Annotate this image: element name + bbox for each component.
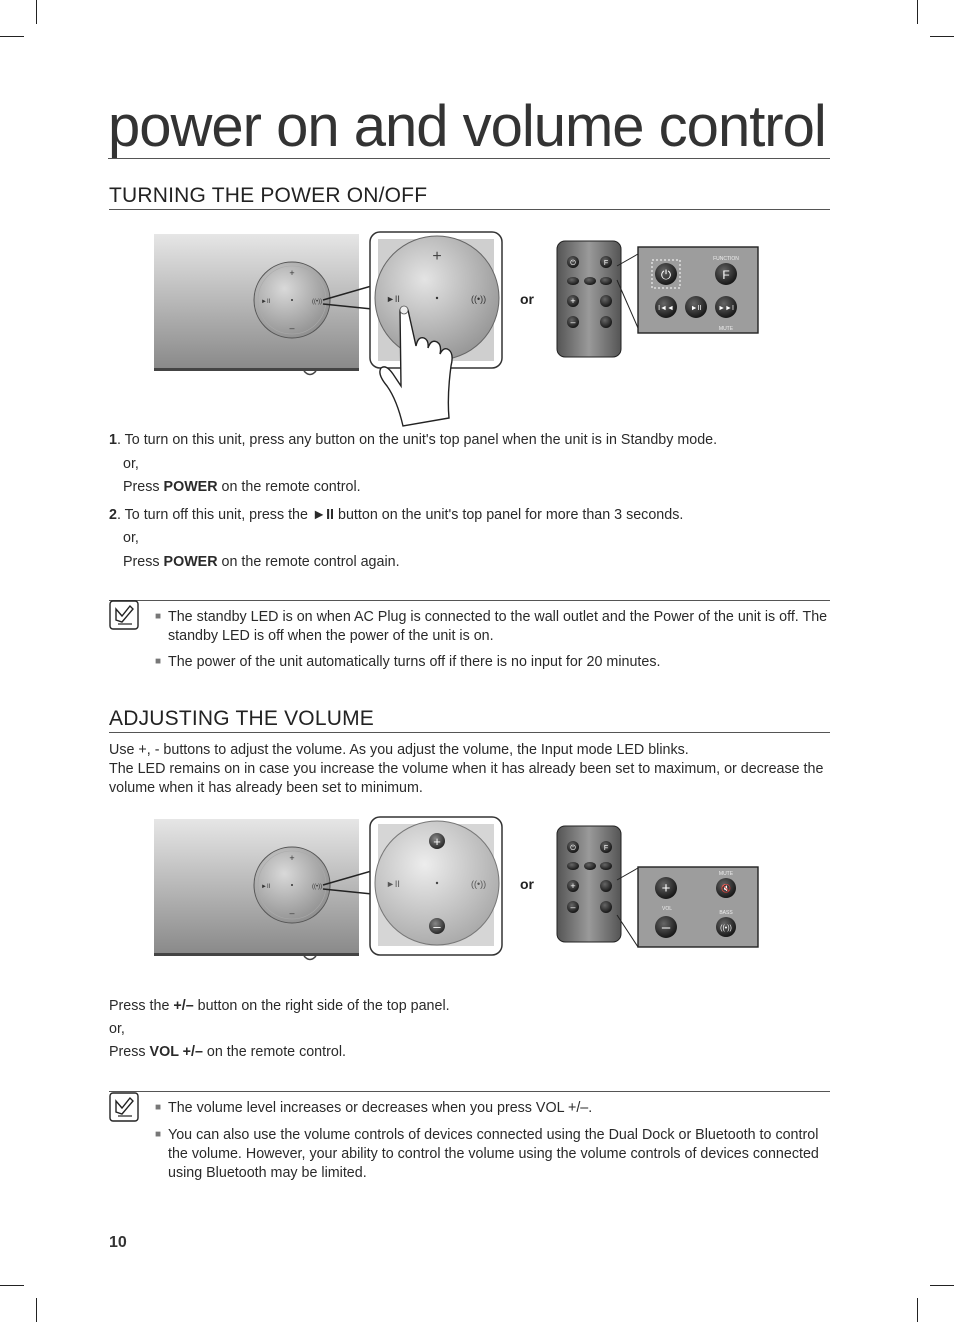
svg-text:+: + bbox=[289, 268, 295, 278]
svg-text:►II: ►II bbox=[690, 305, 702, 312]
note-text: using Bluetooth may be limited. bbox=[168, 1165, 367, 1181]
press-bold: VOL +/– bbox=[149, 1044, 203, 1060]
svg-text:MUTE: MUTE bbox=[718, 326, 734, 332]
svg-text:F: F bbox=[603, 260, 609, 267]
press-post: button on the right side of the top panel. bbox=[193, 998, 450, 1014]
remote-control-illustration bbox=[556, 825, 762, 949]
or-text: or, bbox=[123, 530, 139, 546]
intro-text: volume when it has already been set to minimum. bbox=[109, 780, 423, 796]
section-heading-volume: ADJUSTING THE VOLUME bbox=[109, 706, 830, 733]
step-alt-post: on the remote control again. bbox=[217, 554, 400, 570]
step-text: . To turn on this unit, press any button on the unit's top panel when the unit is in Standby mode. bbox=[116, 432, 718, 448]
svg-text:►►I: ►►I bbox=[718, 305, 734, 312]
step-alt-bold: POWER bbox=[163, 554, 218, 570]
press-bold: +/– bbox=[173, 998, 194, 1014]
bullet: ■ bbox=[155, 1102, 162, 1113]
svg-text:F: F bbox=[603, 845, 609, 852]
bullet: ■ bbox=[155, 1129, 162, 1140]
bullet: ■ bbox=[155, 611, 162, 622]
svg-text:⏻: ⏻ bbox=[570, 260, 576, 267]
note-rule bbox=[109, 1091, 830, 1092]
step-text: . To turn off this unit, press the bbox=[116, 507, 312, 523]
note-text: You can also use the volume controls of devices connected using the Dual Dock or Bluetooth to control bbox=[168, 1127, 819, 1143]
svg-text:VOL: VOL bbox=[662, 906, 673, 912]
note-pencil-icon bbox=[109, 600, 139, 630]
svg-text:FUNCTION: FUNCTION bbox=[713, 256, 739, 262]
step-alt-pre: Press bbox=[123, 554, 164, 570]
svg-text:⏻: ⏻ bbox=[660, 268, 672, 283]
svg-text:+: + bbox=[570, 296, 576, 306]
svg-text:–: – bbox=[433, 919, 441, 934]
svg-text:–: – bbox=[570, 317, 576, 327]
svg-text:+: + bbox=[432, 248, 442, 265]
step-alt-bold: POWER bbox=[163, 479, 218, 495]
intro-text: Use +, - buttons to adjust the volume. As you adjust the volume, the Input mode LED blinks. bbox=[109, 742, 689, 758]
svg-text:+: + bbox=[661, 880, 671, 897]
page-title: power on and volume control bbox=[108, 96, 830, 159]
note-text: The standby LED is on when AC Plug is connected to the wall outlet and the Power of the unit is off. The bbox=[168, 609, 828, 625]
note-text: The power of the unit automatically turns off if there is no input for 20 minutes. bbox=[168, 654, 661, 670]
svg-text:►II: ►II bbox=[261, 299, 271, 305]
note-text: the volume. However, your ability to control the volume using the volume controls of devices connected bbox=[168, 1146, 819, 1162]
press-pre: Press bbox=[109, 1044, 150, 1060]
svg-text:–: – bbox=[661, 919, 671, 936]
section-heading-power: TURNING THE POWER ON/OFF bbox=[109, 183, 830, 210]
svg-text:–: – bbox=[289, 908, 295, 918]
svg-text:F: F bbox=[722, 268, 730, 282]
press-post: on the remote control. bbox=[202, 1044, 346, 1060]
svg-text:((•)): ((•)) bbox=[312, 884, 323, 890]
step-2-alt bbox=[123, 553, 400, 572]
svg-text:((•)): ((•)) bbox=[720, 925, 732, 932]
svg-text:MUTE: MUTE bbox=[718, 871, 734, 877]
step-alt-post: on the remote control. bbox=[217, 479, 361, 495]
top-panel-zoom-illustration bbox=[320, 815, 510, 961]
svg-text:–: – bbox=[570, 902, 576, 912]
svg-text:I◄◄: I◄◄ bbox=[658, 305, 674, 312]
top-panel-zoom-illustration bbox=[320, 230, 510, 430]
svg-text:((•)): ((•)) bbox=[471, 294, 487, 304]
press-remote-text bbox=[109, 1043, 346, 1062]
step-2 bbox=[109, 506, 683, 525]
page-number: 10 bbox=[109, 1234, 127, 1251]
svg-text:+: + bbox=[433, 834, 441, 849]
remote-control-illustration bbox=[556, 240, 762, 360]
step-alt-pre: Press bbox=[123, 479, 164, 495]
note-rule bbox=[109, 600, 830, 601]
note-pencil-icon bbox=[109, 1092, 139, 1122]
svg-text:►II: ►II bbox=[261, 884, 271, 890]
step-number: 2 bbox=[109, 507, 117, 523]
press-panel-text bbox=[109, 997, 450, 1016]
svg-text:🔇: 🔇 bbox=[721, 884, 731, 893]
or-label: or bbox=[520, 876, 534, 892]
crop-mark bbox=[930, 36, 954, 37]
bullet: ■ bbox=[155, 656, 162, 667]
play-pause-icon: ►II bbox=[311, 507, 335, 523]
svg-text:►II: ►II bbox=[386, 879, 400, 889]
svg-text:+: + bbox=[289, 853, 295, 863]
crop-mark bbox=[0, 36, 24, 37]
note-text: standby LED is off when the power of the unit is on. bbox=[168, 628, 494, 644]
note-text: The volume level increases or decreases when you press VOL +/–. bbox=[168, 1100, 593, 1116]
crop-mark bbox=[917, 0, 918, 24]
svg-text:((•)): ((•)) bbox=[471, 879, 487, 889]
svg-text:+: + bbox=[570, 881, 576, 891]
step-number: 1 bbox=[109, 432, 117, 448]
crop-mark bbox=[930, 1285, 954, 1286]
svg-text:BASS: BASS bbox=[719, 910, 733, 916]
or-label: or bbox=[520, 291, 534, 307]
step-text: button on the unit's top panel for more than 3 seconds. bbox=[334, 507, 684, 523]
crop-mark bbox=[36, 1298, 37, 1322]
step-1-alt bbox=[123, 478, 361, 497]
crop-mark bbox=[0, 1285, 24, 1286]
svg-text:⏻: ⏻ bbox=[570, 845, 576, 852]
or-text: or, bbox=[109, 1021, 125, 1037]
crop-mark bbox=[36, 0, 37, 24]
intro-text: The LED remains on in case you increase the volume when it has already been set to maximum, or decrease the bbox=[109, 761, 824, 777]
svg-text:►II: ►II bbox=[386, 294, 400, 304]
crop-mark bbox=[917, 1298, 918, 1322]
svg-text:–: – bbox=[289, 323, 295, 333]
press-pre: Press the bbox=[109, 998, 174, 1014]
or-text: or, bbox=[123, 456, 139, 472]
svg-text:((•)): ((•)) bbox=[312, 299, 323, 305]
step-1 bbox=[109, 431, 717, 450]
